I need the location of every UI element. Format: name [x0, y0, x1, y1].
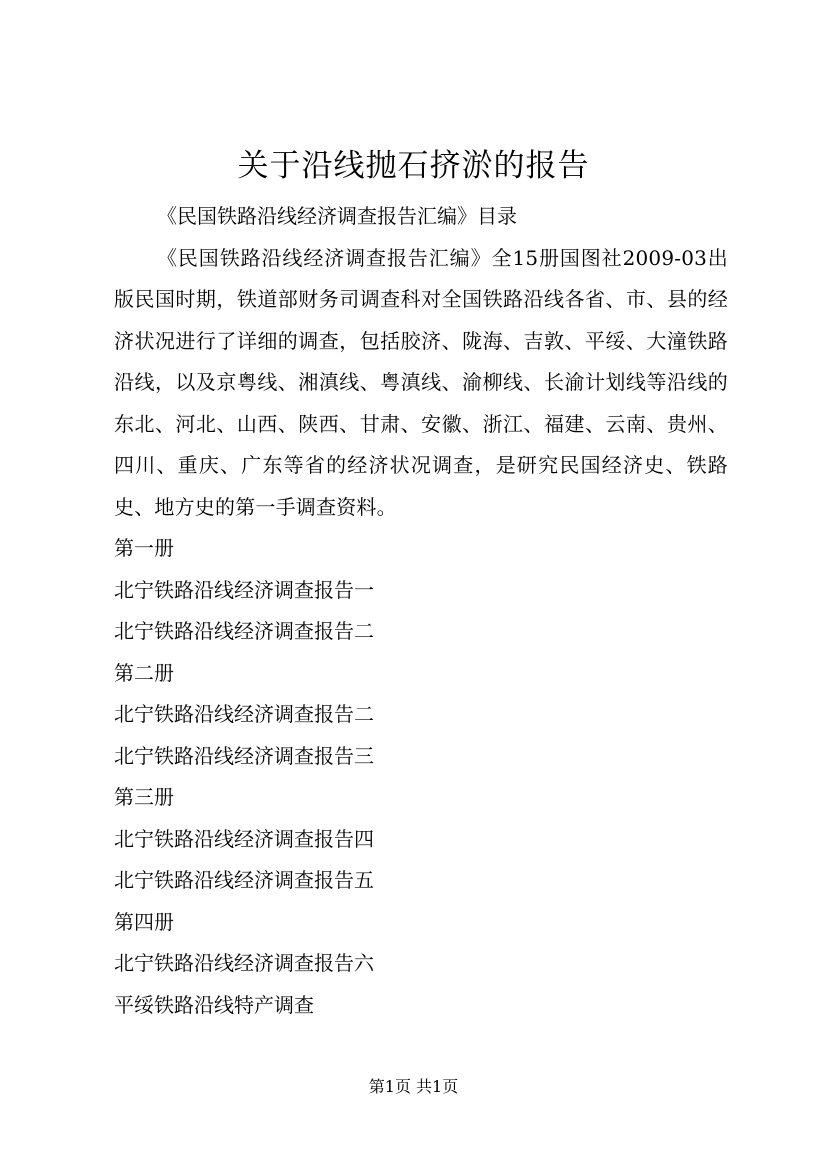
report-line: 北宁铁路沿线经济调查报告五	[114, 868, 374, 892]
report-line: 北宁铁路沿线经济调查报告四	[114, 826, 374, 851]
report-line: 北宁铁路沿线经济调查报告二	[114, 619, 374, 643]
volume-heading: 第二册	[114, 660, 174, 685]
document-title: 关于沿线抛石挤淤的报告	[237, 148, 590, 184]
page-number-footer: 第1页 共1页	[368, 1077, 459, 1096]
report-line: 北宁铁路沿线经济调查报告一	[114, 577, 374, 602]
volume-heading: 第四册	[114, 909, 174, 934]
volume-heading: 第一册	[114, 536, 174, 560]
report-line: 北宁铁路沿线经济调查报告六	[114, 951, 374, 975]
report-line: 北宁铁路沿线经济调查报告三	[114, 743, 374, 768]
report-line: 平绥铁路沿线特产调查	[114, 992, 314, 1017]
catalog-heading: 《民国铁路沿线经济调查报告汇编》目录	[157, 204, 517, 228]
report-line: 北宁铁路沿线经济调查报告二	[114, 702, 374, 726]
volume-heading: 第三册	[114, 785, 174, 809]
document-body	[114, 196, 728, 1026]
intro-paragraph: 《民国铁路沿线经济调查报告汇编》全15册国图社2009-03出版民国时期，铁道部财务司调查科对全国铁路沿线各省、市、县的经济状况进行了详细的调查，包括胶济、陇海、吉敦、平绥、大潼铁路沿线，以及京粤线、湘滇线、粤滇线、渝柳线、长渝计划线等沿线的东北、河北、山西、陕西、甘肃、安徽、浙江、福建、云南、贵州、四川、重庆、广东等省的经济状况调查，是研究民国经济史、铁路史、地方史的第一手调查资料。	[114, 245, 728, 519]
